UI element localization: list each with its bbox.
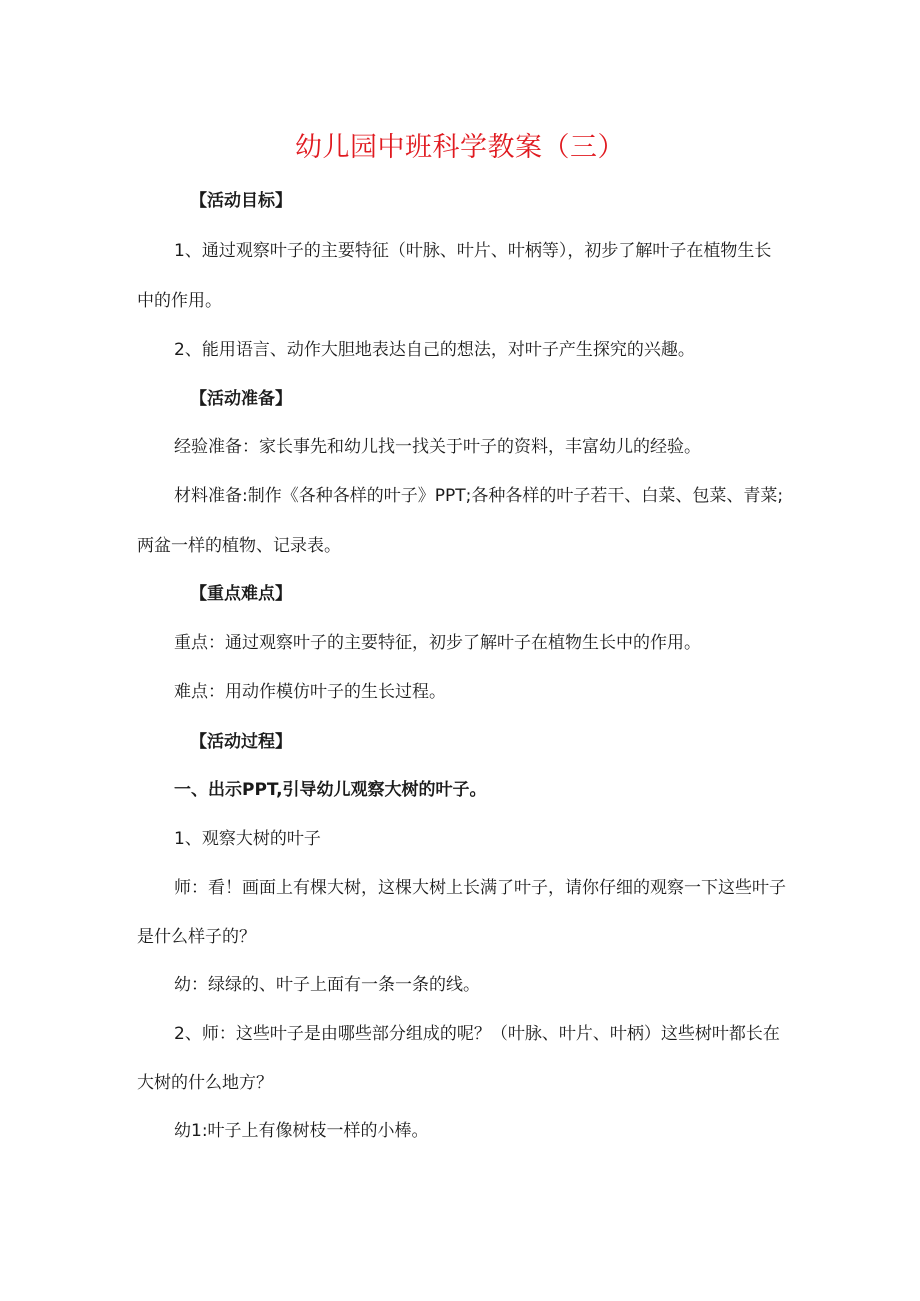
experience-preparation: 经验准备：家长事先和幼儿找一找关于叶子的资料，丰富幼儿的经验。 — [174, 437, 701, 457]
teacher-dialogue-1-line-2: 是什么样子的？ — [137, 927, 256, 947]
process-item-2-line-1: 2、师：这些叶子是由哪些部分组成的呢？（叶脉、叶片、叶柄）这些树叶都长在 — [174, 1024, 780, 1044]
goal-2: 2、能用语言、动作大胆地表达自己的想法，对叶子产生探究的兴趣。 — [174, 340, 695, 360]
teacher-dialogue-1-line-1: 师：看！画面上有棵大树，这棵大树上长满了叶子，请你仔细的观察一下这些叶子 — [174, 878, 786, 898]
key-point: 重点：通过观察叶子的主要特征，初步了解叶子在植物生长中的作用。 — [174, 633, 701, 653]
child-dialogue-1: 幼：绿绿的、叶子上面有一条一条的线。 — [174, 975, 480, 995]
section-heading-key-points: 【重点难点】 — [190, 584, 292, 604]
process-item-1: 1、观察大树的叶子 — [174, 829, 321, 849]
goal-1-line-2: 中的作用。 — [137, 291, 222, 311]
process-step-1-heading: 一、出示PPT,引导幼儿观察大树的叶子。 — [174, 780, 487, 800]
process-item-2-line-2: 大树的什么地方？ — [137, 1073, 273, 1093]
child-dialogue-2: 幼1:叶子上有像树枝一样的小棒。 — [174, 1121, 429, 1141]
goal-1-line-1: 1、通过观察叶子的主要特征（叶脉、叶片、叶柄等），初步了解叶子在植物生长 — [174, 241, 772, 261]
section-heading-process: 【活动过程】 — [190, 732, 292, 752]
section-heading-goals: 【活动目标】 — [190, 191, 292, 211]
materials-preparation-line-1: 材料准备:制作《各种各样的叶子》PPT;各种各样的叶子若干、白菜、包菜、青菜; — [174, 486, 784, 506]
difficulty-point: 难点：用动作模仿叶子的生长过程。 — [174, 682, 446, 702]
materials-preparation-line-2: 两盆一样的植物、记录表。 — [137, 536, 341, 556]
page-title: 幼儿园中班科学教案（三） — [295, 132, 625, 163]
section-heading-preparation: 【活动准备】 — [190, 389, 292, 409]
